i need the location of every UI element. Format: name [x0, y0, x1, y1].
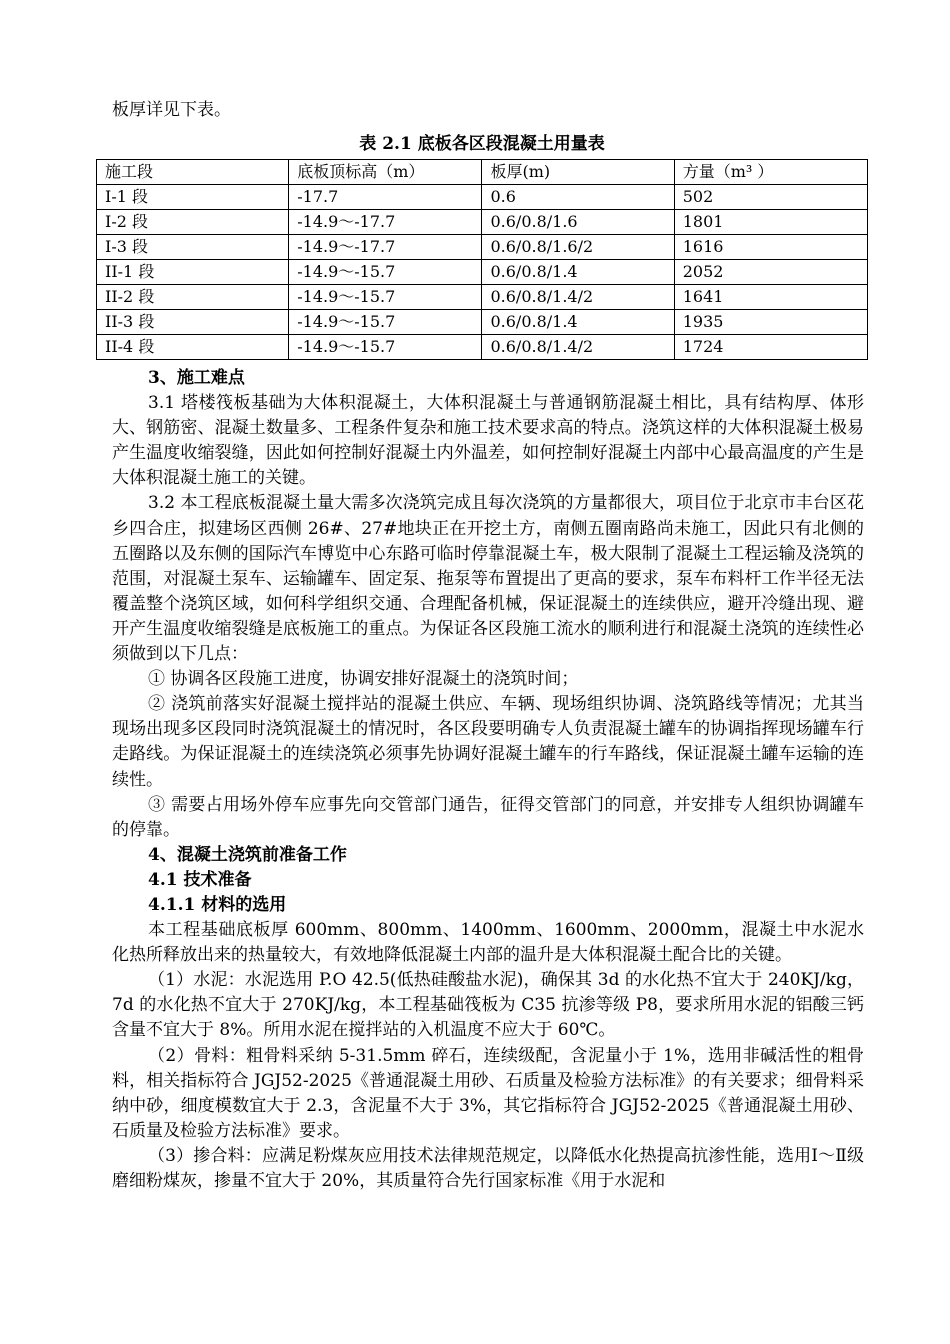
- cell-thickness: 0.6: [482, 185, 674, 210]
- table-row: [97, 335, 868, 360]
- cell-thickness: 0.6/0.8/1.6: [482, 210, 674, 235]
- table-row: [97, 185, 868, 210]
- header-section: 施工段: [97, 160, 289, 185]
- cell-elevation: -14.9～-15.7: [289, 285, 482, 310]
- table-row: [97, 235, 868, 260]
- cell-thickness: 0.6/0.8/1.4: [482, 260, 674, 285]
- cell-volume: 1616: [674, 235, 867, 260]
- table-header-row: [97, 160, 868, 185]
- cell-volume: 1724: [674, 335, 867, 360]
- list-item-1: ① 协调各区段施工进度，协调安排好混凝土的浇筑时间；: [148, 669, 579, 690]
- paragraph-materials-intro: 本工程基础底板厚 600mm、800mm、1400mm、1600mm、2000mm，混凝土中水泥水化热所释放出来的热量较大，有效地降低混凝土内部的温升是大体积混凝土配合比的关键。: [112, 920, 864, 966]
- cell-section: I-2 段: [97, 210, 289, 235]
- paragraph-aggregate: （2）骨料：粗骨料采纳 5-31.5mm 碎石，连续级配，含泥量小于 1%，选用非碱活性的粗骨料，相关指标符合 JGJ52-2025《普通混凝土用砂、石质量及检验方法标准》的有关要求；细骨料采纳中砂，细度模数宜大于 2.3，含泥量不大于 3%，其它指标符合 JGJ52-2025《普通混凝土用砂、石质量及检验方法标准》要求。: [112, 1045, 864, 1141]
- section-3-heading: 3、施工难点: [148, 368, 245, 388]
- cell-elevation: -17.7: [289, 185, 482, 210]
- cell-section: II-4 段: [97, 335, 289, 360]
- paragraph-admixture: （3）掺合料：应满足粉煤灰应用技术法律规范规定，以降低水化热提高抗渗性能，选用Ⅰ～Ⅱ级磨细粉煤灰，掺量不宜大于 20%，其质量符合先行国家标准《用于水泥和: [112, 1145, 864, 1191]
- cell-elevation: -14.9～-15.7: [289, 335, 482, 360]
- header-thickness: 板厚(m): [482, 160, 674, 185]
- section-4-1-1-heading: 4.1.1 材料的选用: [148, 894, 287, 915]
- cell-thickness: 0.6/0.8/1.4/2: [482, 285, 674, 310]
- concrete-volume-table: [96, 159, 868, 360]
- cell-elevation: -14.9～-15.7: [289, 260, 482, 285]
- list-item-3: ③ 需要占用场外停车应事先向交管部门通告，征得交管部门的同意，并安排专人组织协调罐车的停靠。: [112, 794, 864, 840]
- section-4-1-heading: 4.1 技术准备: [148, 869, 252, 890]
- list-item-2: ② 浇筑前落实好混凝土搅拌站的混凝土供应、车辆、现场组织协调、浇筑路线等情况；尤其当现场出现多区段同时浇筑混凝土的情况时，各区段要明确专人负责混凝土罐车的协调指挥现场罐车行走路线。为保证混凝土的连续浇筑必须事先协调好混凝土罐车的行车路线，保证混凝土罐车运输的连续性。: [112, 694, 864, 790]
- paragraph-3-1: 3.1 塔楼筏板基础为大体积混凝土，大体积混凝土与普通钢筋混凝土相比，具有结构厚、体形大、钢筋密、混凝土数量多、工程条件复杂和施工技术要求高的特点。浇筑这样的大体积混凝土极易产生温度收缩裂缝，因此如何控制好混凝土内外温差，如何控制好混凝土内部中心最高温度的产生是大体积混凝土施工的关键。: [112, 393, 864, 489]
- cell-elevation: -14.9～-17.7: [289, 235, 482, 260]
- cell-elevation: -14.9～-15.7: [289, 310, 482, 335]
- paragraph-cement: （1）水泥：水泥选用 P.O 42.5(低热硅酸盐水泥)，确保其 3d 的水化热不宜大于 240KJ/kg，7d 的水化热不宜大于 270KJ/kg，本工程基础筏板为 C35 抗渗等级 P8，要求所用水泥的铝酸三钙含量不宜大于 8%。所用水泥在搅拌站的入机温度不应大于 60℃。: [112, 970, 864, 1041]
- section-4-heading: 4、混凝土浇筑前准备工作: [148, 844, 347, 865]
- cell-thickness: 0.6/0.8/1.4/2: [482, 335, 674, 360]
- cell-volume: 502: [674, 185, 867, 210]
- header-volume: 方量（m³ ）: [674, 160, 867, 185]
- body-text: [112, 366, 864, 1194]
- table-row: [97, 210, 868, 235]
- cell-volume: 1935: [674, 310, 867, 335]
- table-row: [97, 285, 868, 310]
- cell-volume: 2052: [674, 260, 867, 285]
- header-elevation: 底板顶标高（m）: [289, 160, 482, 185]
- cell-section: I-1 段: [97, 185, 289, 210]
- cell-section: II-3 段: [97, 310, 289, 335]
- cell-elevation: -14.9～-17.7: [289, 210, 482, 235]
- table-row: [97, 260, 868, 285]
- cell-section: II-2 段: [97, 285, 289, 310]
- cell-thickness: 0.6/0.8/1.6/2: [482, 235, 674, 260]
- paragraph-3-2: 3.2 本工程底板混凝土量大需多次浇筑完成且每次浇筑的方量都很大，项目位于北京市丰台区花乡四合庄，拟建场区西侧 26#、27#地块正在开挖土方，南侧五圈南路尚未施工，因此只有北侧的五圈路以及东侧的国际汽车博览中心东路可临时停靠混凝土车，极大限制了混凝土工程运输及浇筑的范围，对混凝土泵车、运输罐车、固定泵、拖泵等布置提出了更高的要求，泵车布料杆工作半径无法覆盖整个浇筑区域，如何科学组织交通、合理配备机械，保证混凝土的连续供应，避开冷缝出现、避开产生温度收缩裂缝是底板施工的重点。为保证各区段施工流水的顺利进行和混凝土浇筑的连续性必须做到以下几点：: [112, 493, 864, 665]
- cell-volume: 1641: [674, 285, 867, 310]
- intro-text: 板厚详见下表。: [112, 100, 231, 120]
- table-title: 表 2.1 底板各区段混凝土用量表: [359, 134, 605, 154]
- cell-section: I-3 段: [97, 235, 289, 260]
- cell-thickness: 0.6/0.8/1.4: [482, 310, 674, 335]
- table-row: [97, 310, 868, 335]
- cell-section: II-1 段: [97, 260, 289, 285]
- cell-volume: 1801: [674, 210, 867, 235]
